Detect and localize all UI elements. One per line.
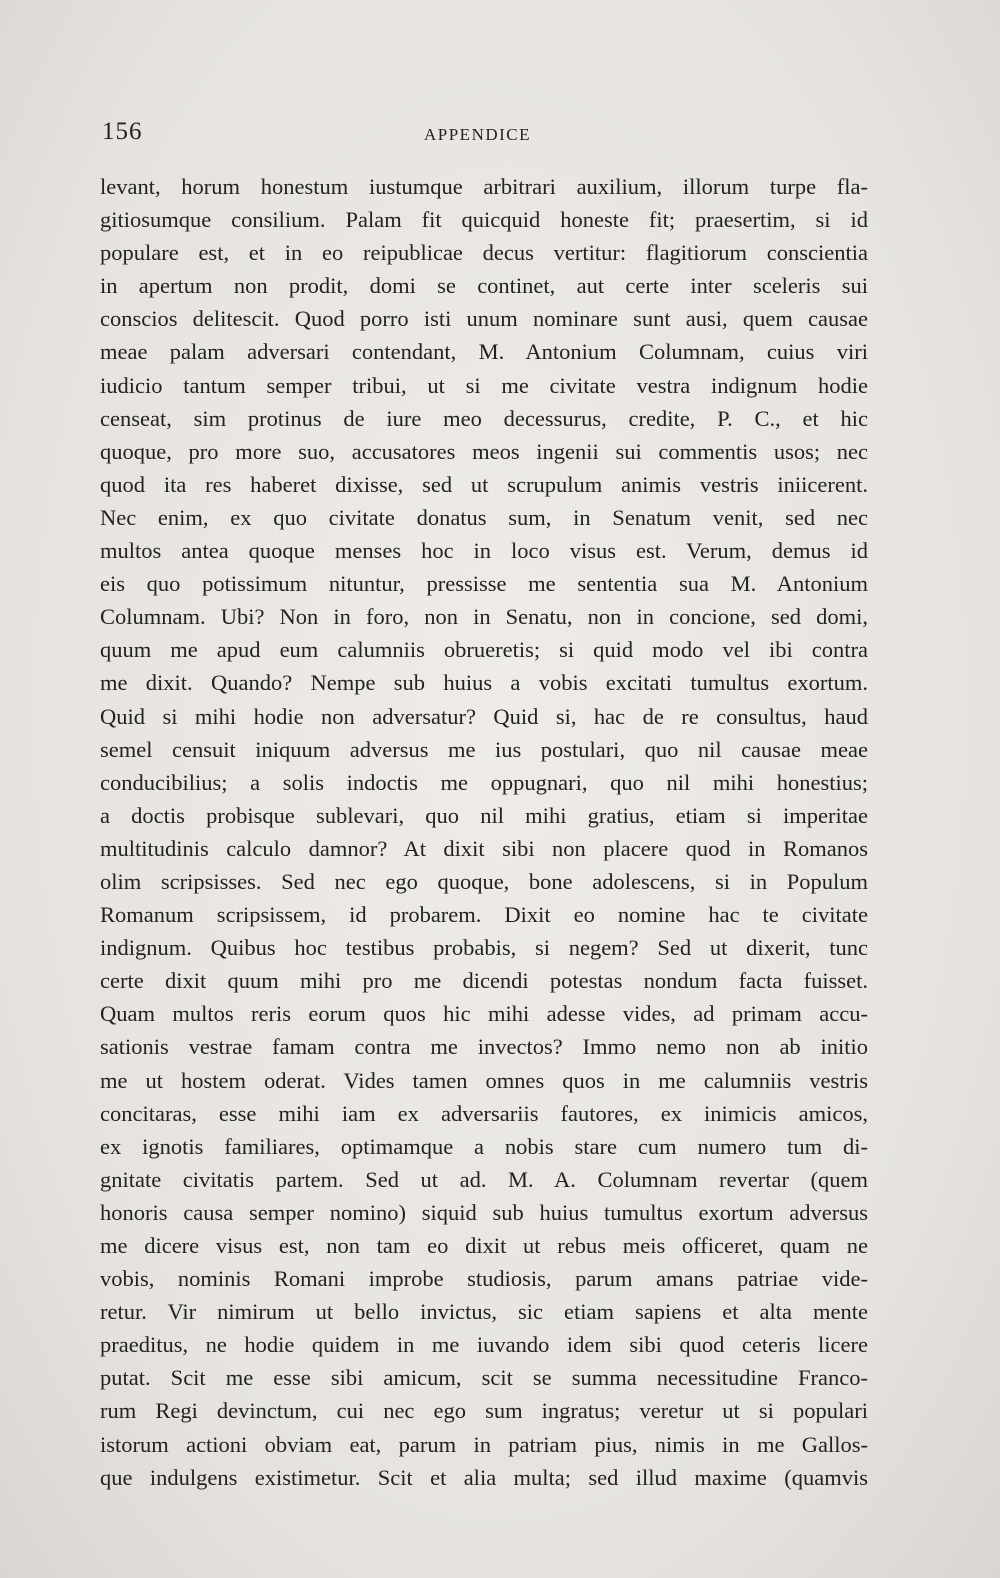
text-line: in apertum non prodit, domi se continet, aut certe inter sceleris sui: [100, 273, 868, 299]
text-line: multitudinis calculo damnor? At dixit sibi non placere quod in Romanos: [100, 835, 868, 861]
text-line: Quid si mihi hodie non adversatur? Quid si, hac de re consultus, haud: [100, 703, 868, 729]
text-line: gnitate civitatis partem. Sed ut ad. M. A. Columnam revertar (quem: [100, 1166, 868, 1192]
text-line: populare est, et in eo reipublicae decus vertitur: flagitiorum conscientia: [100, 240, 868, 266]
text-line: conducibilius; a solis indoctis me oppugnari, quo nil mihi honestius;: [100, 769, 868, 795]
text-line: a doctis probisque sublevari, quo nil mihi gratius, etiam si imperitae: [100, 802, 868, 828]
text-line: Romanum scripsissem, id probarem. Dixit eo nomine hac te civitate: [100, 902, 868, 928]
text-line: Columnam. Ubi? Non in foro, non in Senatu, non in concione, sed domi,: [100, 604, 868, 630]
page-number: 156: [102, 118, 143, 145]
text-line: Quam multos reris eorum quos hic mihi adesse vides, ad primam accu-: [100, 1001, 868, 1027]
text-line: que indulgens existimetur. Scit et alia multa; sed illud maxime (quamvis: [100, 1464, 868, 1490]
text-line: istorum actioni obviam eat, parum in patriam pius, nimis in me Gallos-: [100, 1431, 868, 1457]
text-line: quum me apud eum calumniis obrueretis; si quid modo vel ibi contra: [100, 637, 868, 663]
text-line: conscios delitescit. Quod porro isti unum nominare sunt ausi, quem causae: [100, 306, 868, 332]
text-line: gitiosumque consilium. Palam fit quicquid honeste fit; praesertim, si id: [100, 207, 868, 233]
text-line: honoris causa semper nomino) siquid sub huius tumultus exortum adversus: [100, 1199, 868, 1225]
text-line: me ut hostem oderat. Vides tamen omnes quos in me calumniis vestris: [100, 1067, 868, 1093]
text-line: censeat, sim protinus de iure meo decessurus, credite, P. C., et hic: [100, 405, 868, 431]
text-line: multos antea quoque menses hoc in loco visus est. Verum, demus id: [100, 538, 868, 564]
text-line: me dicere visus est, non tam eo dixit ut rebus meis officeret, quam ne: [100, 1233, 868, 1258]
text-line: quod ita res haberet dixisse, sed ut scrupulum animis vestris iniicerent.: [100, 471, 868, 497]
text-line: levant, horum honestum iustumque arbitrari auxilium, illorum turpe fla-: [100, 174, 868, 199]
text-line: concitaras, esse mihi iam ex adversariis fautores, ex inimicis amicos,: [100, 1100, 868, 1126]
text-line: iudicio tantum semper tribui, ut si me civitate vestra indignum hodie: [100, 372, 868, 398]
text-line: sationis vestrae famam contra me invectos? Immo nemo non ab initio: [100, 1034, 868, 1060]
text-line: certe dixit quum mihi pro me dicendi potestas nondum facta fuisset.: [100, 968, 868, 994]
running-head: APPENDICE: [424, 125, 532, 144]
text-line: retur. Vir nimirum ut bello invictus, sic etiam sapiens et alta mente: [100, 1299, 868, 1325]
text-line: vobis, nominis Romani improbe studiosis, parum amans patriae vide-: [100, 1266, 868, 1292]
text-line: Nec enim, ex quo civitate donatus sum, in Senatum venit, sed nec: [100, 504, 868, 530]
text-line: eis quo potissimum nituntur, pressisse me sententia sua M. Antonium: [100, 571, 868, 597]
text-line: indignum. Quibus hoc testibus probabis, si negem? Sed ut dixerit, tunc: [100, 935, 868, 961]
text-line: rum Regi devinctum, cui nec ego sum ingratus; veretur ut si populari: [100, 1398, 868, 1424]
body-text: [100, 170, 868, 1494]
text-line: putat. Scit me esse sibi amicum, scit se summa necessitudine Franco-: [100, 1365, 868, 1391]
text-line: me dixit. Quando? Nempe sub huius a vobis excitati tumultus exortum.: [100, 670, 868, 696]
text-line: meae palam adversari contendant, M. Antonium Columnam, cuius viri: [100, 339, 868, 365]
page-header: [100, 112, 868, 152]
text-line: praeditus, ne hodie quidem in me iuvando idem sibi quod ceteris licere: [100, 1332, 868, 1358]
text-line: quoque, pro more suo, accusatores meos ingenii sui commentis usos; nec: [100, 438, 868, 464]
text-line: ex ignotis familiares, optimamque a nobis stare cum numero tum di-: [100, 1133, 868, 1159]
text-line: semel censuit iniquum adversus me ius postulari, quo nil causae meae: [100, 736, 868, 762]
text-line: olim scripsisses. Sed nec ego quoque, bone adolescens, si in Populum: [100, 868, 868, 894]
